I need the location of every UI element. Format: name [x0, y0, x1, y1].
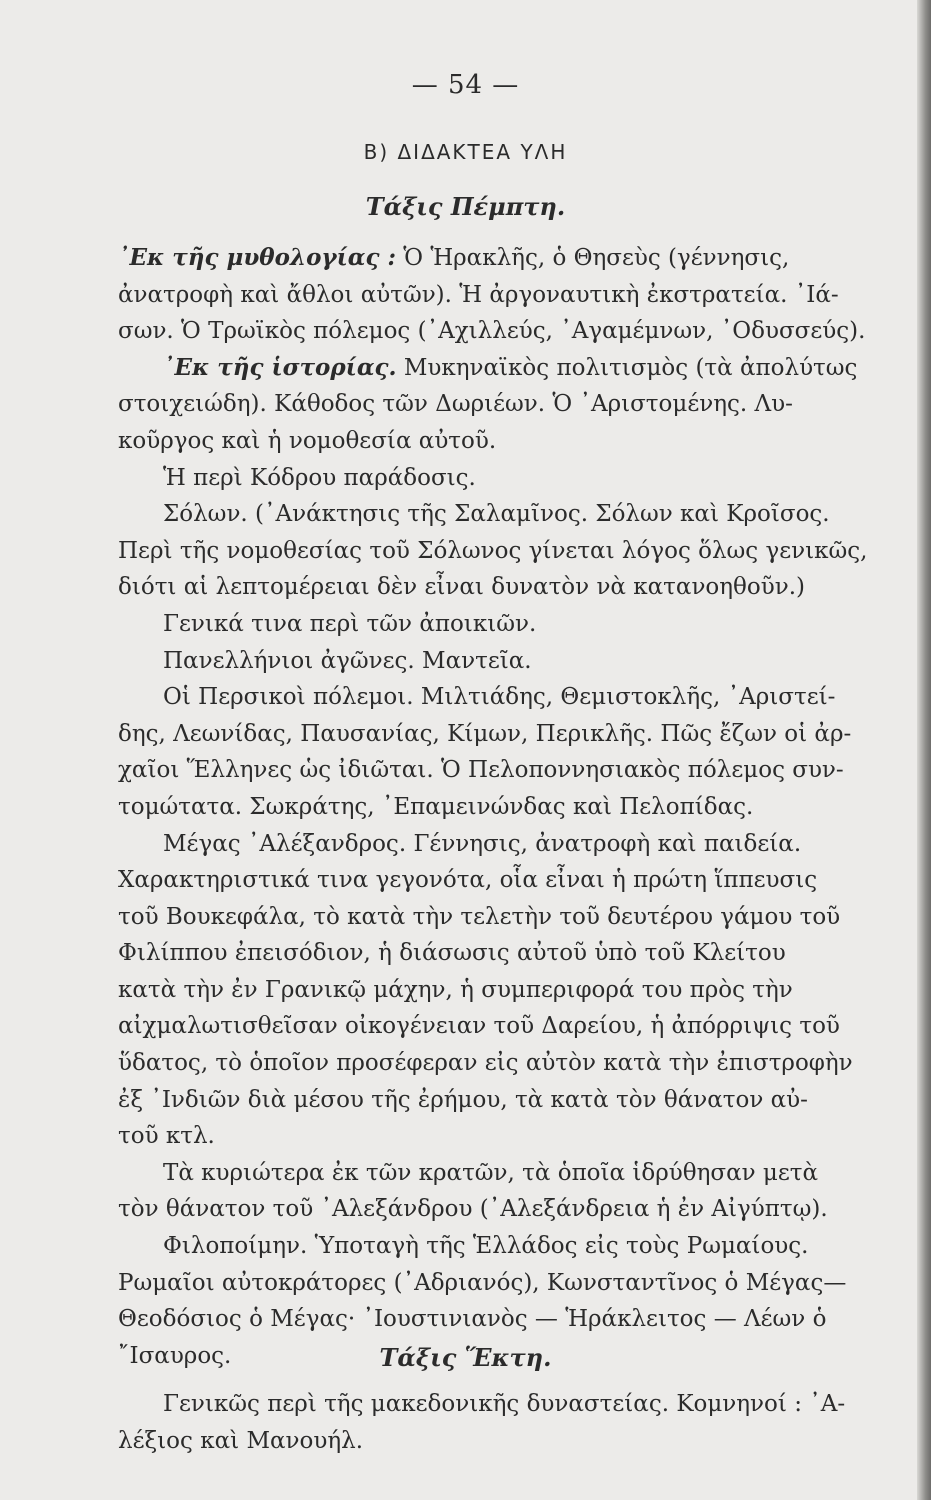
- text-line: [118, 496, 876, 533]
- text-line: [118, 789, 876, 826]
- text-line: [118, 679, 876, 716]
- line-text: Σόλων. (᾿Ανάκτησις τῆς Σαλαμῖνος. Σόλων καὶ Κροῖσος.: [163, 501, 830, 528]
- page-number: — 54 —: [411, 70, 520, 100]
- line-text: τοῦ Βουκεφάλα, τὸ κατὰ τὴν τελετὴν τοῦ δευτέρου γάμου τοῦ: [118, 903, 841, 930]
- line-text: κοῦργος καὶ ἡ νομοθεσία αὐτοῦ.: [118, 427, 497, 454]
- text-line: [118, 1265, 876, 1302]
- line-text: Ὁ Ἡρακλῆς, ὁ Θησεὺς (γέννησις,: [395, 245, 790, 271]
- line-text: ἐξ ᾿Ινδιῶν διὰ μέσου τῆς ἐρήμου, τὰ κατὰ τὸν θάνατον αὐ-: [118, 1086, 808, 1113]
- line-text: τοῦ κτλ.: [118, 1123, 215, 1150]
- text-line: [118, 1155, 876, 1192]
- text-line: [118, 1423, 876, 1460]
- text-line: [118, 972, 876, 1009]
- section-title: Β) ΔΙΔΑΚΤΕΑ ΥΛΗ: [363, 140, 568, 164]
- line-text: Φιλίππου ἐπεισόδιον, ἡ διάσωσις αὐτοῦ ὑπὸ τοῦ Κλείτου: [118, 940, 786, 967]
- line-text: Τὰ κυριώτερα ἐκ τῶν κρατῶν, τὰ ὁποῖα ἱδρύθησαν μετὰ: [163, 1159, 819, 1186]
- text-line: [118, 423, 876, 460]
- section-lead: ᾿Εκ τῆς ἱστορίας.: [163, 353, 397, 381]
- line-text: στοιχειώδη). Κάθοδος τῶν Δωριέων. Ὁ ᾿Αριστομένης. Λυ-: [118, 391, 793, 418]
- class-heading-fifth: Τάξις Πέμπτη.: [365, 192, 566, 221]
- text-line: [118, 460, 876, 497]
- text-line: [118, 1301, 876, 1338]
- line-text: Θεοδόσιος ὁ Μέγας· ᾿Ιουστινιανὸς — Ἡράκλειτος — Λέων ὁ: [118, 1306, 827, 1333]
- text-line: [118, 313, 876, 350]
- sixth-class-syllabus: [118, 1386, 876, 1459]
- text-line: [118, 862, 876, 899]
- text-line: [118, 752, 876, 789]
- text-line: [118, 1008, 876, 1045]
- text-line: [118, 350, 876, 387]
- line-text: αἰχμαλωτισθεῖσαν οἰκογένειαν τοῦ Δαρείου, ἡ ἀπόρριψις τοῦ: [118, 1013, 840, 1040]
- line-text: Γενικά τινα περὶ τῶν ἀποικιῶν.: [163, 610, 537, 637]
- line-text: τομώτατα. Σωκράτης, ᾿Επαμεινώνδας καὶ Πελοπίδας.: [118, 793, 754, 820]
- text-line: [118, 569, 876, 606]
- line-text: Ἡ περὶ Κόδρου παράδοσις.: [163, 464, 476, 491]
- line-text: κατὰ τὴν ἐν Γρανικῷ μάχην, ἡ συμπεριφορά του πρὸς τὴν: [118, 976, 793, 1003]
- line-text: ῎Ισαυρος.: [118, 1342, 232, 1369]
- text-line: [118, 1082, 876, 1119]
- text-line: [118, 716, 876, 753]
- line-text: Μυκηναϊκὸς πολιτισμὸς (τὰ ἀπολύτως: [396, 354, 858, 381]
- line-text: Χαρακτηριστικά τινα γεγονότα, οἷα εἶναι ἡ πρώτη ἵππευσις: [118, 867, 818, 894]
- text-line: [118, 899, 876, 936]
- text-line: [118, 643, 876, 680]
- line-text: σων. Ὁ Τρωϊκὸς πόλεμος (᾿Αχιλλεύς, ᾿Αγαμέμνων, ᾿Οδυσσεύς).: [118, 318, 866, 345]
- text-line: [118, 1386, 876, 1423]
- class-heading-sixth: Τάξις Ἕκτη.: [379, 1343, 552, 1372]
- text-line: [118, 277, 876, 314]
- line-text: Περὶ τῆς νομοθεσίας τοῦ Σόλωνος γίνεται λόγος ὅλως γενικῶς,: [118, 537, 868, 564]
- line-text: Ρωμαῖοι αὐτοκράτορες (᾿Αδριανός), Κωνσταντῖνος ὁ Μέγας—: [118, 1269, 847, 1296]
- text-line: [118, 533, 876, 570]
- line-text: Γενικῶς περὶ τῆς μακεδονικῆς δυναστείας. Κομνηνοί : ᾿Α-: [163, 1391, 846, 1417]
- text-line: [118, 826, 876, 863]
- text-line: [118, 1045, 876, 1082]
- page-edge-shadow: [917, 0, 931, 1500]
- line-text: τὸν θάνατον τοῦ ᾿Αλεξάνδρου (᾿Αλεξάνδρεια ἡ ἐν Αἰγύπτῳ).: [118, 1196, 828, 1223]
- text-line: [118, 386, 876, 423]
- line-text: Οἱ Περσικοὶ πόλεμοι. Μιλτιάδης, Θεμιστοκλῆς, ᾿Αριστεί-: [163, 684, 836, 711]
- line-text: διότι αἱ λεπτομέρειαι δὲν εἶναι δυνατὸν νὰ κατανοηθοῦν.): [118, 574, 805, 601]
- line-text: ἀνατροφὴ καὶ ἄθλοι αὐτῶν). Ἡ ἀργοναυτικὴ ἐκστρατεία. ᾿Ιά-: [118, 281, 839, 308]
- text-line: [118, 240, 876, 277]
- text-line: [118, 606, 876, 643]
- line-text: Φιλοποίμην. Ὑποταγὴ τῆς Ἑλλάδος εἰς τοὺς Ρωμαίους.: [163, 1233, 809, 1260]
- line-text: Μέγας ᾿Αλέξανδρος. Γέννησις, ἀνατροφὴ καὶ παιδεία.: [163, 830, 802, 857]
- line-text: χαῖοι Ἕλληνες ὡς ἰδιῶται. Ὁ Πελοποννησιακὸς πόλεμος συν-: [118, 757, 844, 784]
- line-text: ὕδατος, τὸ ὁποῖον προσέφεραν εἰς αὐτὸν κατὰ τὴν ἐπιστροφὴν: [118, 1050, 853, 1077]
- text-line: [118, 1191, 876, 1228]
- section-lead: ᾿Εκ τῆς μυθολογίας :: [118, 244, 396, 271]
- text-line: [118, 935, 876, 972]
- line-text: λέξιος καὶ Μανουήλ.: [118, 1427, 364, 1454]
- text-line: [118, 1118, 876, 1155]
- text-line: [118, 1228, 876, 1265]
- line-text: δης, Λεωνίδας, Παυσανίας, Κίμων, Περικλῆς. Πῶς ἔζων οἱ ἀρ-: [118, 720, 852, 747]
- fifth-class-syllabus: [118, 240, 876, 1374]
- line-text: Πανελλήνιοι ἀγῶνες. Μαντεῖα.: [163, 647, 532, 674]
